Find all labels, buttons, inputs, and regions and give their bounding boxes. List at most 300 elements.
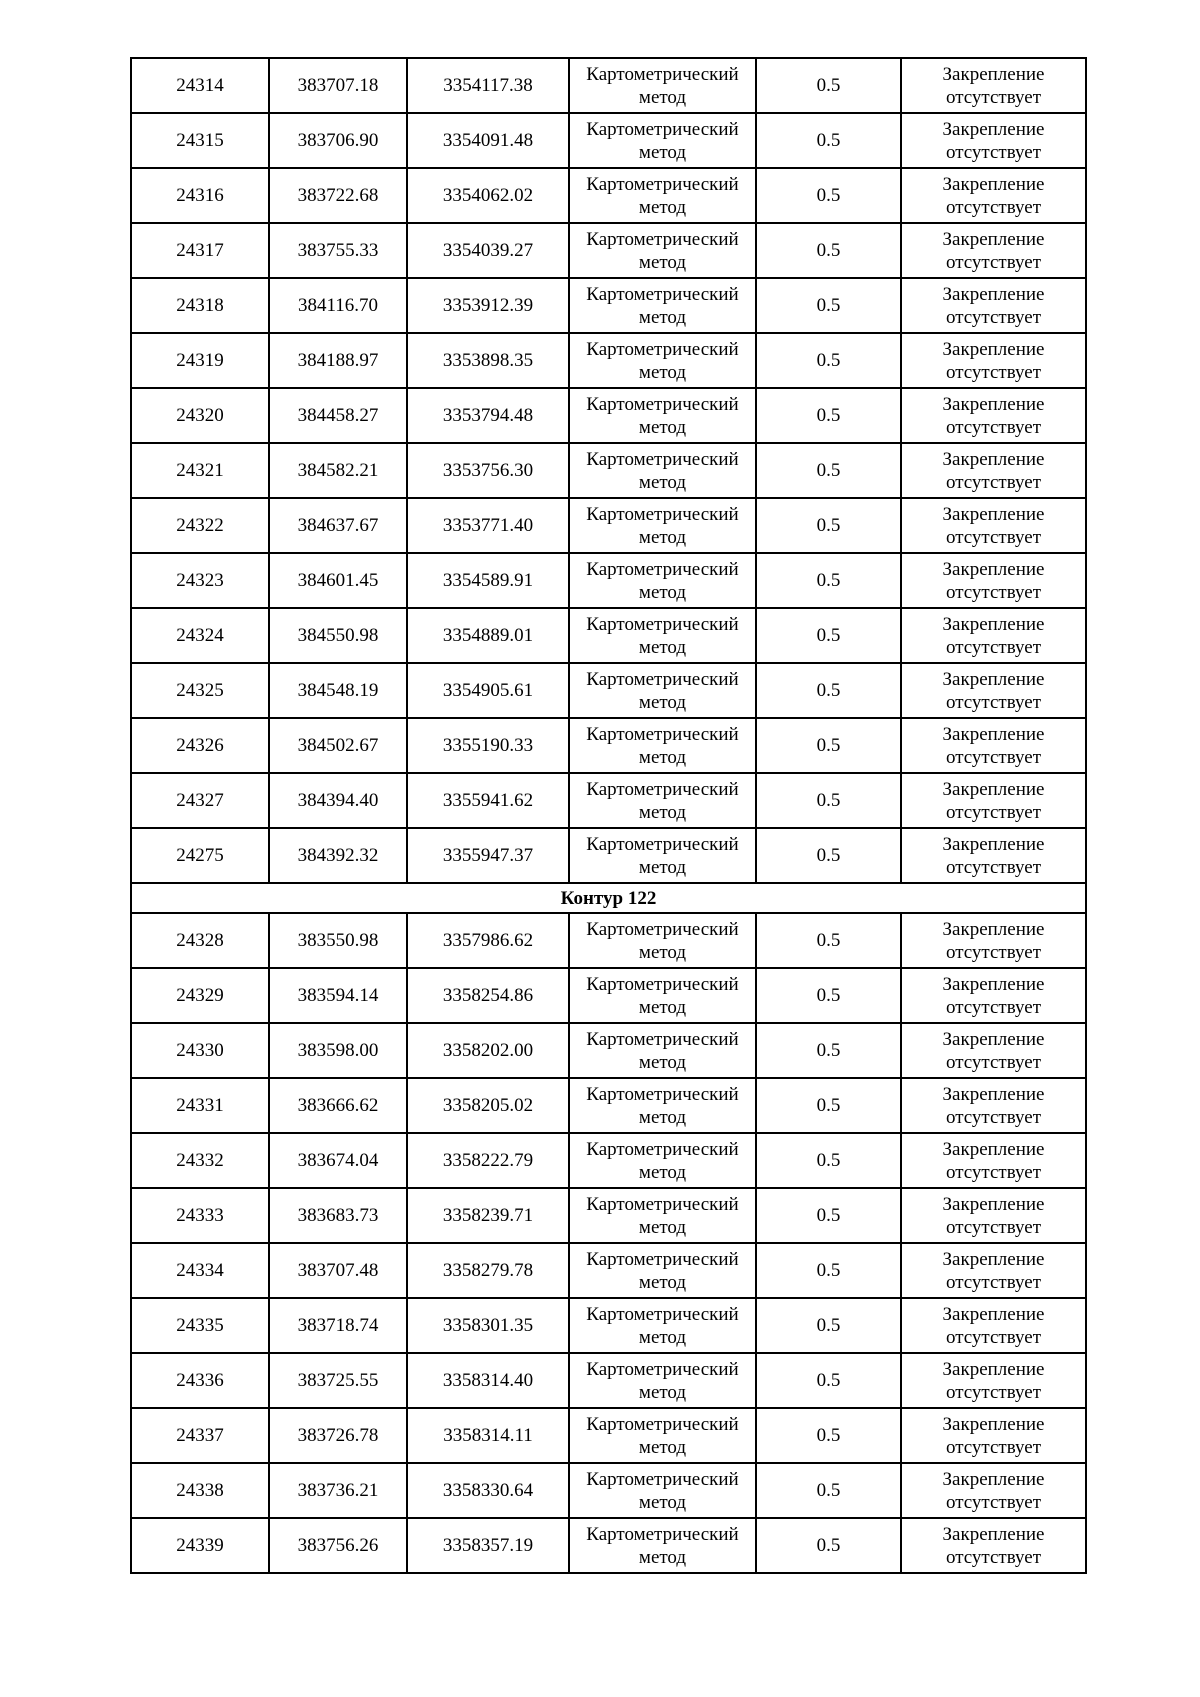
method-cell-line: метод [638, 1106, 687, 1128]
fixing-cell-line: отсутствует [945, 361, 1042, 383]
x-coordinate-cell: 383756.26 [269, 1518, 407, 1573]
accuracy-cell: 0.5 [756, 1133, 901, 1188]
fixing-cell-line: Закрепление [942, 613, 1045, 635]
method-cell-line: метод [638, 251, 687, 273]
method-cell-line: Картометрический [586, 973, 739, 995]
method-cell [569, 443, 756, 498]
accuracy-cell: 0.5 [756, 1518, 901, 1573]
fixing-cell [901, 553, 1086, 608]
fixing-cell [901, 498, 1086, 553]
point-number-cell: 24332 [131, 1133, 269, 1188]
fixing-cell [901, 278, 1086, 333]
method-cell-line: метод [638, 856, 687, 878]
y-coordinate-cell: 3354905.61 [407, 663, 569, 718]
accuracy-cell: 0.5 [756, 1023, 901, 1078]
x-coordinate-cell: 384458.27 [269, 388, 407, 443]
point-number-cell: 24331 [131, 1078, 269, 1133]
table-row [131, 498, 1086, 553]
y-coordinate-cell: 3355947.37 [407, 828, 569, 883]
point-number-cell: 24275 [131, 828, 269, 883]
accuracy-cell: 0.5 [756, 1463, 901, 1518]
fixing-cell-line: отсутствует [945, 526, 1042, 548]
y-coordinate-cell: 3358301.35 [407, 1298, 569, 1353]
method-cell-line: метод [638, 526, 687, 548]
x-coordinate-cell: 383550.98 [269, 913, 407, 968]
fixing-cell-line: Закрепление [942, 918, 1045, 940]
accuracy-cell: 0.5 [756, 663, 901, 718]
method-cell-line: метод [638, 1161, 687, 1183]
x-coordinate-cell: 383722.68 [269, 168, 407, 223]
y-coordinate-cell: 3355190.33 [407, 718, 569, 773]
fixing-cell-line: Закрепление [942, 1468, 1045, 1490]
fixing-cell-line: Закрепление [942, 283, 1045, 305]
table-row [131, 663, 1086, 718]
fixing-cell-line: отсутствует [945, 1271, 1042, 1293]
y-coordinate-cell: 3354091.48 [407, 113, 569, 168]
method-cell-line: метод [638, 581, 687, 603]
fixing-cell-line: отсутствует [945, 306, 1042, 328]
point-number-cell: 24321 [131, 443, 269, 498]
fixing-cell [901, 1243, 1086, 1298]
y-coordinate-cell: 3354039.27 [407, 223, 569, 278]
y-coordinate-cell: 3358205.02 [407, 1078, 569, 1133]
x-coordinate-cell: 383755.33 [269, 223, 407, 278]
method-cell-line: Картометрический [586, 1468, 739, 1490]
table-row [131, 1298, 1086, 1353]
method-cell-line: Картометрический [586, 283, 739, 305]
point-number-cell: 24330 [131, 1023, 269, 1078]
method-cell-line: Картометрический [586, 1248, 739, 1270]
fixing-cell-line: отсутствует [945, 746, 1042, 768]
fixing-cell [901, 443, 1086, 498]
fixing-cell [901, 1518, 1086, 1573]
fixing-cell-line: Закрепление [942, 723, 1045, 745]
point-number-cell: 24335 [131, 1298, 269, 1353]
method-cell-line: метод [638, 1546, 687, 1568]
fixing-cell-line: Закрепление [942, 558, 1045, 580]
fixing-cell [901, 1463, 1086, 1518]
method-cell [569, 608, 756, 663]
table-row [131, 1078, 1086, 1133]
accuracy-cell: 0.5 [756, 773, 901, 828]
method-cell-line: Картометрический [586, 1358, 739, 1380]
fixing-cell [901, 968, 1086, 1023]
y-coordinate-cell: 3358202.00 [407, 1023, 569, 1078]
fixing-cell-line: Закрепление [942, 1193, 1045, 1215]
method-cell [569, 773, 756, 828]
point-number-cell: 24338 [131, 1463, 269, 1518]
table-row [131, 1023, 1086, 1078]
method-cell [569, 718, 756, 773]
method-cell-line: Картометрический [586, 228, 739, 250]
x-coordinate-cell: 383718.74 [269, 1298, 407, 1353]
y-coordinate-cell: 3358239.71 [407, 1188, 569, 1243]
method-cell [569, 1298, 756, 1353]
method-cell-line: метод [638, 1051, 687, 1073]
method-cell [569, 1243, 756, 1298]
method-cell [569, 1188, 756, 1243]
x-coordinate-cell: 384637.67 [269, 498, 407, 553]
fixing-cell [901, 113, 1086, 168]
fixing-cell [901, 1353, 1086, 1408]
fixing-cell-line: отсутствует [945, 1491, 1042, 1513]
method-cell-line: Картометрический [586, 1413, 739, 1435]
table-row [131, 278, 1086, 333]
fixing-cell-line: отсутствует [945, 1161, 1042, 1183]
method-cell [569, 1078, 756, 1133]
y-coordinate-cell: 3358314.11 [407, 1408, 569, 1463]
fixing-cell-line: отсутствует [945, 581, 1042, 603]
table-row [131, 223, 1086, 278]
table-row [131, 828, 1086, 883]
point-number-cell: 24328 [131, 913, 269, 968]
accuracy-cell: 0.5 [756, 58, 901, 113]
fixing-cell-line: отсутствует [945, 856, 1042, 878]
method-cell [569, 58, 756, 113]
fixing-cell-line: отсутствует [945, 1106, 1042, 1128]
table-row [131, 1353, 1086, 1408]
method-cell-line: метод [638, 1271, 687, 1293]
point-number-cell: 24325 [131, 663, 269, 718]
x-coordinate-cell: 384394.40 [269, 773, 407, 828]
method-cell [569, 168, 756, 223]
fixing-cell-line: Закрепление [942, 448, 1045, 470]
table-row [131, 333, 1086, 388]
fixing-cell-line: отсутствует [945, 996, 1042, 1018]
table-row [131, 443, 1086, 498]
accuracy-cell: 0.5 [756, 1188, 901, 1243]
y-coordinate-cell: 3358357.19 [407, 1518, 569, 1573]
y-coordinate-cell: 3353794.48 [407, 388, 569, 443]
point-number-cell: 24327 [131, 773, 269, 828]
fixing-cell-line: Закрепление [942, 1523, 1045, 1545]
method-cell [569, 498, 756, 553]
point-number-cell: 24323 [131, 553, 269, 608]
method-cell-line: Картометрический [586, 778, 739, 800]
accuracy-cell: 0.5 [756, 1408, 901, 1463]
fixing-cell-line: Закрепление [942, 1248, 1045, 1270]
fixing-cell-line: Закрепление [942, 778, 1045, 800]
point-number-cell: 24322 [131, 498, 269, 553]
x-coordinate-cell: 384502.67 [269, 718, 407, 773]
fixing-cell-line: отсутствует [945, 691, 1042, 713]
method-cell [569, 1408, 756, 1463]
x-coordinate-cell: 383707.18 [269, 58, 407, 113]
fixing-cell-line: отсутствует [945, 1326, 1042, 1348]
accuracy-cell: 0.5 [756, 333, 901, 388]
fixing-cell-line: Закрепление [942, 63, 1045, 85]
method-cell [569, 968, 756, 1023]
fixing-cell [901, 1078, 1086, 1133]
point-number-cell: 24324 [131, 608, 269, 663]
fixing-cell-line: отсутствует [945, 801, 1042, 823]
y-coordinate-cell: 3354589.91 [407, 553, 569, 608]
point-number-cell: 24318 [131, 278, 269, 333]
fixing-cell [901, 1408, 1086, 1463]
table-row [131, 113, 1086, 168]
method-cell [569, 1518, 756, 1573]
fixing-cell-line: отсутствует [945, 941, 1042, 963]
method-cell [569, 913, 756, 968]
accuracy-cell: 0.5 [756, 168, 901, 223]
accuracy-cell: 0.5 [756, 223, 901, 278]
method-cell-line: Картометрический [586, 723, 739, 745]
table-row [131, 1243, 1086, 1298]
method-cell [569, 1463, 756, 1518]
contour-header-row [131, 883, 1086, 913]
fixing-cell-line: Закрепление [942, 1028, 1045, 1050]
accuracy-cell: 0.5 [756, 1243, 901, 1298]
fixing-cell [901, 1133, 1086, 1188]
method-cell-line: метод [638, 1436, 687, 1458]
method-cell-line: метод [638, 416, 687, 438]
x-coordinate-cell: 383706.90 [269, 113, 407, 168]
fixing-cell [901, 168, 1086, 223]
fixing-cell [901, 223, 1086, 278]
x-coordinate-cell: 383666.62 [269, 1078, 407, 1133]
fixing-cell [901, 58, 1086, 113]
fixing-cell [901, 333, 1086, 388]
fixing-cell-line: Закрепление [942, 833, 1045, 855]
accuracy-cell: 0.5 [756, 828, 901, 883]
method-cell-line: Картометрический [586, 1303, 739, 1325]
x-coordinate-cell: 383594.14 [269, 968, 407, 1023]
y-coordinate-cell: 3353771.40 [407, 498, 569, 553]
x-coordinate-cell: 383598.00 [269, 1023, 407, 1078]
x-coordinate-cell: 384548.19 [269, 663, 407, 718]
table-row [131, 773, 1086, 828]
y-coordinate-cell: 3354889.01 [407, 608, 569, 663]
method-cell-line: метод [638, 691, 687, 713]
fixing-cell-line: Закрепление [942, 228, 1045, 250]
fixing-cell-line: отсутствует [945, 86, 1042, 108]
fixing-cell [901, 663, 1086, 718]
method-cell-line: метод [638, 471, 687, 493]
fixing-cell-line: отсутствует [945, 251, 1042, 273]
method-cell-line: Картометрический [586, 1083, 739, 1105]
fixing-cell [901, 1023, 1086, 1078]
method-cell-line: Картометрический [586, 918, 739, 940]
accuracy-cell: 0.5 [756, 608, 901, 663]
fixing-cell-line: Закрепление [942, 668, 1045, 690]
fixing-cell-line: отсутствует [945, 1436, 1042, 1458]
fixing-cell-line: Закрепление [942, 1303, 1045, 1325]
point-number-cell: 24333 [131, 1188, 269, 1243]
fixing-cell-line: Закрепление [942, 973, 1045, 995]
method-cell [569, 663, 756, 718]
method-cell-line: Картометрический [586, 833, 739, 855]
y-coordinate-cell: 3357986.62 [407, 913, 569, 968]
fixing-cell-line: Закрепление [942, 503, 1045, 525]
method-cell [569, 553, 756, 608]
x-coordinate-cell: 383683.73 [269, 1188, 407, 1243]
table-row [131, 553, 1086, 608]
fixing-cell-line: Закрепление [942, 393, 1045, 415]
fixing-cell-line: Закрепление [942, 173, 1045, 195]
point-number-cell: 24337 [131, 1408, 269, 1463]
x-coordinate-cell: 383736.21 [269, 1463, 407, 1518]
method-cell-line: Картометрический [586, 558, 739, 580]
x-coordinate-cell: 384116.70 [269, 278, 407, 333]
point-number-cell: 24317 [131, 223, 269, 278]
method-cell [569, 333, 756, 388]
y-coordinate-cell: 3358222.79 [407, 1133, 569, 1188]
table-row [131, 718, 1086, 773]
point-number-cell: 24316 [131, 168, 269, 223]
method-cell-line: метод [638, 1381, 687, 1403]
method-cell-line: метод [638, 86, 687, 108]
table-row [131, 1408, 1086, 1463]
x-coordinate-cell: 383725.55 [269, 1353, 407, 1408]
table-row [131, 388, 1086, 443]
method-cell [569, 1133, 756, 1188]
point-number-cell: 24319 [131, 333, 269, 388]
x-coordinate-cell: 384601.45 [269, 553, 407, 608]
method-cell-line: Картометрический [586, 393, 739, 415]
x-coordinate-cell: 383707.48 [269, 1243, 407, 1298]
method-cell [569, 1353, 756, 1408]
fixing-cell-line: Закрепление [942, 1083, 1045, 1105]
fixing-cell-line: Закрепление [942, 1138, 1045, 1160]
fixing-cell-line: отсутствует [945, 196, 1042, 218]
fixing-cell [901, 1188, 1086, 1243]
fixing-cell-line: отсутствует [945, 416, 1042, 438]
coordinates-table-body [131, 58, 1086, 1573]
method-cell-line: Картометрический [586, 338, 739, 360]
method-cell-line: метод [638, 1491, 687, 1513]
fixing-cell [901, 718, 1086, 773]
method-cell-line: Картометрический [586, 1523, 739, 1545]
method-cell-line: Картометрический [586, 118, 739, 140]
accuracy-cell: 0.5 [756, 498, 901, 553]
accuracy-cell: 0.5 [756, 968, 901, 1023]
method-cell-line: Картометрический [586, 668, 739, 690]
accuracy-cell: 0.5 [756, 913, 901, 968]
fixing-cell-line: отсутствует [945, 1216, 1042, 1238]
method-cell-line: Картометрический [586, 448, 739, 470]
accuracy-cell: 0.5 [756, 553, 901, 608]
fixing-cell-line: отсутствует [945, 141, 1042, 163]
y-coordinate-cell: 3354117.38 [407, 58, 569, 113]
accuracy-cell: 0.5 [756, 1078, 901, 1133]
method-cell-line: Картометрический [586, 613, 739, 635]
contour-label: Контур 122 [131, 883, 1086, 913]
method-cell-line: Картометрический [586, 1193, 739, 1215]
method-cell-line: метод [638, 196, 687, 218]
fixing-cell-line: Закрепление [942, 1358, 1045, 1380]
point-number-cell: 24339 [131, 1518, 269, 1573]
accuracy-cell: 0.5 [756, 113, 901, 168]
table-row [131, 1463, 1086, 1518]
accuracy-cell: 0.5 [756, 718, 901, 773]
method-cell-line: метод [638, 996, 687, 1018]
fixing-cell [901, 913, 1086, 968]
method-cell [569, 278, 756, 333]
x-coordinate-cell: 384188.97 [269, 333, 407, 388]
table-row [131, 168, 1086, 223]
accuracy-cell: 0.5 [756, 1353, 901, 1408]
table-row [131, 913, 1086, 968]
table-row [131, 1518, 1086, 1573]
fixing-cell [901, 388, 1086, 443]
point-number-cell: 24336 [131, 1353, 269, 1408]
method-cell [569, 223, 756, 278]
point-number-cell: 24326 [131, 718, 269, 773]
method-cell [569, 388, 756, 443]
method-cell [569, 1023, 756, 1078]
y-coordinate-cell: 3355941.62 [407, 773, 569, 828]
fixing-cell-line: Закрепление [942, 338, 1045, 360]
y-coordinate-cell: 3354062.02 [407, 168, 569, 223]
method-cell-line: метод [638, 746, 687, 768]
fixing-cell [901, 828, 1086, 883]
fixing-cell [901, 773, 1086, 828]
y-coordinate-cell: 3353898.35 [407, 333, 569, 388]
method-cell-line: метод [638, 306, 687, 328]
method-cell-line: Картометрический [586, 63, 739, 85]
accuracy-cell: 0.5 [756, 1298, 901, 1353]
point-number-cell: 24334 [131, 1243, 269, 1298]
table-row [131, 968, 1086, 1023]
method-cell [569, 113, 756, 168]
fixing-cell [901, 1298, 1086, 1353]
x-coordinate-cell: 384392.32 [269, 828, 407, 883]
method-cell-line: Картометрический [586, 1028, 739, 1050]
method-cell [569, 828, 756, 883]
accuracy-cell: 0.5 [756, 278, 901, 333]
y-coordinate-cell: 3358279.78 [407, 1243, 569, 1298]
point-number-cell: 24314 [131, 58, 269, 113]
table-row [131, 608, 1086, 663]
accuracy-cell: 0.5 [756, 443, 901, 498]
table-row [131, 1133, 1086, 1188]
y-coordinate-cell: 3358254.86 [407, 968, 569, 1023]
y-coordinate-cell: 3358314.40 [407, 1353, 569, 1408]
method-cell-line: Картометрический [586, 1138, 739, 1160]
method-cell-line: метод [638, 1326, 687, 1348]
fixing-cell-line: Закрепление [942, 1413, 1045, 1435]
fixing-cell-line: Закрепление [942, 118, 1045, 140]
method-cell-line: метод [638, 801, 687, 823]
fixing-cell-line: отсутствует [945, 1546, 1042, 1568]
fixing-cell [901, 608, 1086, 663]
x-coordinate-cell: 384582.21 [269, 443, 407, 498]
method-cell-line: метод [638, 941, 687, 963]
method-cell-line: метод [638, 636, 687, 658]
point-number-cell: 24329 [131, 968, 269, 1023]
accuracy-cell: 0.5 [756, 388, 901, 443]
fixing-cell-line: отсутствует [945, 636, 1042, 658]
y-coordinate-cell: 3353756.30 [407, 443, 569, 498]
y-coordinate-cell: 3353912.39 [407, 278, 569, 333]
point-number-cell: 24320 [131, 388, 269, 443]
method-cell-line: метод [638, 361, 687, 383]
fixing-cell-line: отсутствует [945, 471, 1042, 493]
table-row [131, 1188, 1086, 1243]
method-cell-line: метод [638, 141, 687, 163]
method-cell-line: Картометрический [586, 503, 739, 525]
method-cell-line: метод [638, 1216, 687, 1238]
x-coordinate-cell: 383726.78 [269, 1408, 407, 1463]
fixing-cell-line: отсутствует [945, 1381, 1042, 1403]
fixing-cell-line: отсутствует [945, 1051, 1042, 1073]
x-coordinate-cell: 384550.98 [269, 608, 407, 663]
method-cell-line: Картометрический [586, 173, 739, 195]
y-coordinate-cell: 3358330.64 [407, 1463, 569, 1518]
coordinates-table [130, 57, 1087, 1574]
point-number-cell: 24315 [131, 113, 269, 168]
x-coordinate-cell: 383674.04 [269, 1133, 407, 1188]
